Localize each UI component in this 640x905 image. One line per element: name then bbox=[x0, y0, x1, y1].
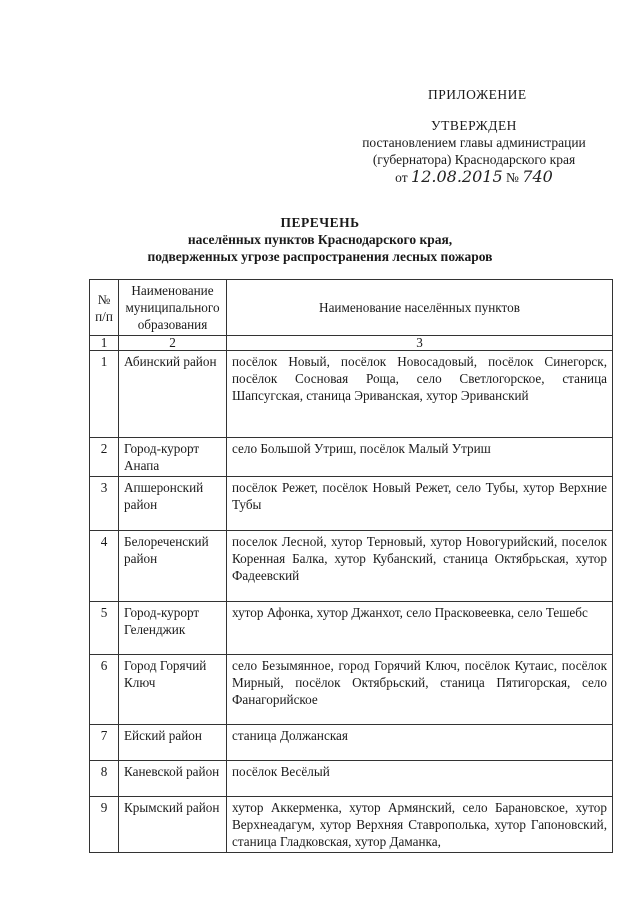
row-settlements: посёлок Весёлый bbox=[227, 761, 613, 797]
row-num: 8 bbox=[90, 761, 119, 797]
table-row bbox=[90, 477, 613, 531]
approval-date-line bbox=[330, 168, 618, 186]
settlements-table bbox=[89, 279, 613, 853]
row-settlements: станица Должанская bbox=[227, 725, 613, 761]
table-row bbox=[90, 655, 613, 725]
row-settlements: хутор Афонка, хутор Джанхот, село Прасковеевка, село Тешебс bbox=[227, 602, 613, 655]
row-settlements: поселок Лесной, хутор Терновый, хутор Новогурийский, поселок Коренная Балка, хутор Кубанский, станица Октябрьская, хутор Фадеевский bbox=[227, 531, 613, 602]
header-num: № п/п bbox=[90, 280, 119, 336]
row-municipality: Крымский район bbox=[119, 797, 227, 853]
table-row bbox=[90, 351, 613, 438]
approval-number: 740 bbox=[522, 167, 553, 186]
header-settlements: Наименование населённых пунктов bbox=[227, 280, 613, 336]
row-municipality: Город-курорт Анапа bbox=[119, 438, 227, 477]
row-settlements: посёлок Новый, посёлок Новосадовый, посёлок Синегорск, посёлок Сосновая Роща, село Светлогорское, станица Шапсугская, станица Эриванская, хутор Эриванский bbox=[227, 351, 613, 438]
row-num: 5 bbox=[90, 602, 119, 655]
row-settlements: хутор Аккерменка, хутор Армянский, село Барановское, хутор Верхнеадагум, хутор Верхняя Ставрополька, хутор Гапоновский, станица Гладковская, хутор Даманка, bbox=[227, 797, 613, 853]
table-row bbox=[90, 438, 613, 477]
row-municipality: Каневской район bbox=[119, 761, 227, 797]
row-municipality: Ейский район bbox=[119, 725, 227, 761]
column-number-row bbox=[90, 336, 613, 351]
row-municipality: Апшеронский район bbox=[119, 477, 227, 531]
approved-label: УТВЕРЖДЕН bbox=[431, 118, 517, 133]
appendix-label: ПРИЛОЖЕНИЕ bbox=[428, 87, 527, 102]
table-header-row bbox=[90, 280, 613, 336]
row-settlements: село Безымянное, город Горячий Ключ, посёлок Кутаис, посёлок Мирный, посёлок Октябрьский, станица Пятигорская, село Фанагорийское bbox=[227, 655, 613, 725]
row-settlements: посёлок Режет, посёлок Новый Режет, село Тубы, хутор Верхние Тубы bbox=[227, 477, 613, 531]
row-num: 1 bbox=[90, 351, 119, 438]
document-subtitle-1: населённых пунктов Краснодарского края, bbox=[187, 232, 453, 247]
row-settlements: село Большой Утриш, посёлок Малый Утриш bbox=[227, 438, 613, 477]
date-prefix: от bbox=[395, 170, 408, 185]
approval-block bbox=[330, 86, 618, 186]
row-num: 6 bbox=[90, 655, 119, 725]
table-row bbox=[90, 797, 613, 853]
row-municipality: Абинский район bbox=[119, 351, 227, 438]
document-title: ПЕРЕЧЕНЬ bbox=[280, 215, 360, 230]
approval-line-1: постановлением главы администрации bbox=[362, 135, 586, 150]
row-municipality: Город-курорт Геленджик bbox=[119, 602, 227, 655]
column-number: 1 bbox=[90, 336, 119, 351]
row-municipality: Город Горячий Ключ bbox=[119, 655, 227, 725]
table-row bbox=[90, 531, 613, 602]
row-num: 3 bbox=[90, 477, 119, 531]
column-number: 2 bbox=[119, 336, 227, 351]
row-num: 4 bbox=[90, 531, 119, 602]
row-municipality: Белореченский район bbox=[119, 531, 227, 602]
number-prefix: № bbox=[506, 170, 519, 185]
table-row bbox=[90, 725, 613, 761]
table-row bbox=[90, 761, 613, 797]
approval-line-2: (губернатора) Краснодарского края bbox=[372, 152, 576, 167]
row-num: 9 bbox=[90, 797, 119, 853]
document-heading bbox=[0, 214, 640, 265]
header-municipality: Наименование муниципального образования bbox=[119, 280, 227, 336]
column-number: 3 bbox=[227, 336, 613, 351]
document-subtitle-2: подверженных угрозе распространения лесных пожаров bbox=[147, 249, 493, 264]
approval-date: 12.08.2015 bbox=[411, 167, 503, 186]
table-row bbox=[90, 602, 613, 655]
row-num: 2 bbox=[90, 438, 119, 477]
row-num: 7 bbox=[90, 725, 119, 761]
